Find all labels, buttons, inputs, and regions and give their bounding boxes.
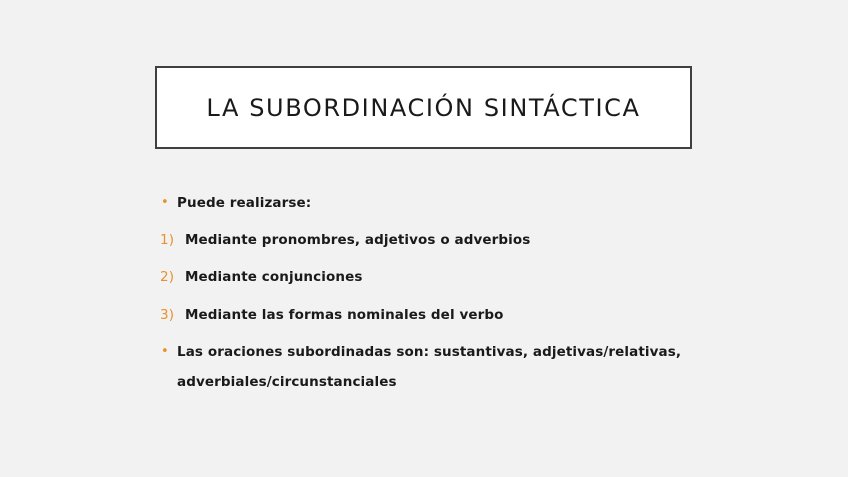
bullet-text: Puede realizarse:: [177, 195, 312, 211]
title-box: [155, 66, 692, 149]
numbered-text: Mediante pronombres, adjetivos o adverbios: [185, 232, 531, 248]
numbered-item-2: [160, 269, 362, 285]
bullet-marker: •: [161, 344, 169, 359]
bullet-item: [160, 195, 311, 211]
number-marker: 3): [160, 307, 175, 323]
number-marker: 1): [160, 232, 175, 248]
bullet-text: Las oraciones subordinadas son: sustantivas, adjetivas/relativas,: [177, 344, 682, 360]
slide-title: LA SUBORDINACIÓN SINTÁCTICA: [206, 93, 641, 122]
numbered-item-3: [160, 307, 504, 323]
numbered-text: Mediante las formas nominales del verbo: [185, 307, 504, 323]
bullet-text-continuation: adverbiales/circunstanciales: [177, 374, 397, 390]
numbered-text: Mediante conjunciones: [185, 269, 363, 285]
numbered-item-1: [160, 232, 530, 248]
number-marker: 2): [160, 269, 175, 285]
bullet-marker: •: [161, 195, 169, 210]
bullet-item: [160, 344, 681, 390]
